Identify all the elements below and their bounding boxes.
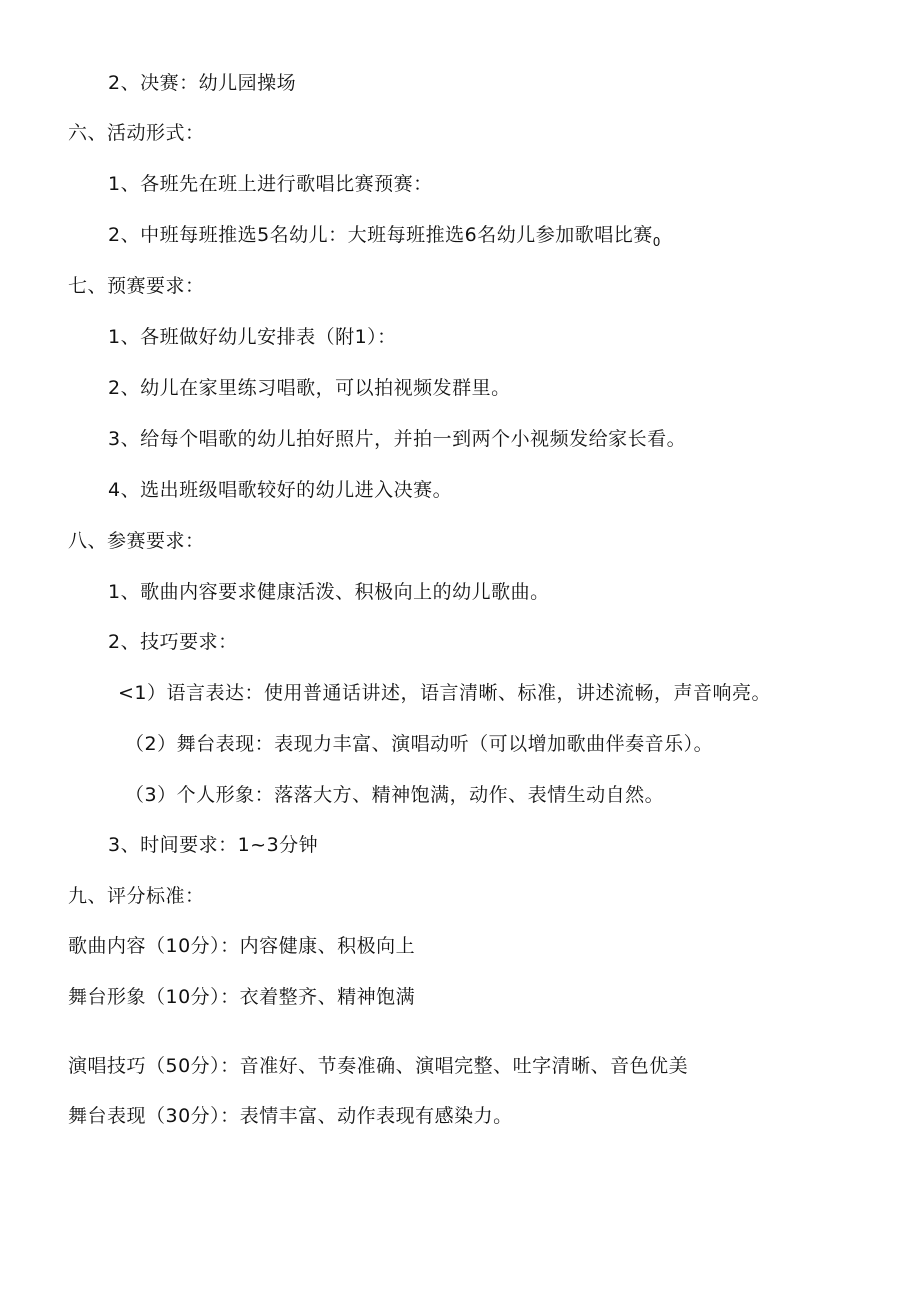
preliminary-item-4: 4、选出班级唱歌较好的幼儿进入决赛。 (108, 479, 453, 501)
activity-form-item-2: 2、中班每班推选5名幼儿：大班每班推选6名幼儿参加歌唱比赛$_0$ (108, 224, 661, 249)
participation-item-2: 2、技巧要求： (108, 631, 238, 653)
scoring-criterion-singing-skill: 演唱技巧（50分）：音准好、节奏准确、演唱完整、吐字清晰、音色优美 (68, 1055, 689, 1077)
section-heading-participation: 八、参赛要求： (68, 530, 205, 552)
scoring-criterion-stage-performance: 舞台表现（30分）：表情丰富、动作表现有感染力。 (68, 1105, 513, 1127)
participation-item-3: 3、时间要求：1~3分钟 (108, 834, 319, 856)
preliminary-item-1: 1、各班做好幼儿安排表（附1）： (108, 326, 397, 348)
section-heading-preliminary: 七、预赛要求： (68, 275, 205, 297)
skill-subitem-1: <1）语言表达：使用普通话讲述，语言清晰、标准，讲述流畅，声音响亮。 (118, 682, 772, 704)
section-heading-scoring: 九、评分标准： (68, 885, 205, 907)
section-heading-activity-form: 六、活动形式： (68, 122, 205, 144)
skill-subitem-2: （2）舞台表现：表现力丰富、演唱动听（可以增加歌曲伴奏音乐）。 (125, 733, 714, 755)
preliminary-item-2: 2、幼儿在家里练习唱歌，可以拍视频发群里。 (108, 377, 511, 399)
activity-form-item-1: 1、各班先在班上进行歌唱比赛预赛： (108, 173, 433, 195)
scoring-criterion-stage-image: 舞台形象（10分）：衣着整齐、精神饱满 (68, 986, 416, 1008)
preliminary-item-3: 3、给每个唱歌的幼儿拍好照片，并拍一到两个小视频发给家长看。 (108, 428, 687, 450)
scoring-criterion-song-content: 歌曲内容（10分）：内容健康、积极向上 (68, 935, 416, 957)
skill-subitem-3: （3）个人形象：落落大方、精神饱满，动作、表情生动自然。 (125, 784, 665, 806)
venue-final-line: 2、决赛：幼儿园操场 (108, 72, 297, 94)
participation-item-1: 1、歌曲内容要求健康活泼、积极向上的幼儿歌曲。 (108, 581, 550, 603)
